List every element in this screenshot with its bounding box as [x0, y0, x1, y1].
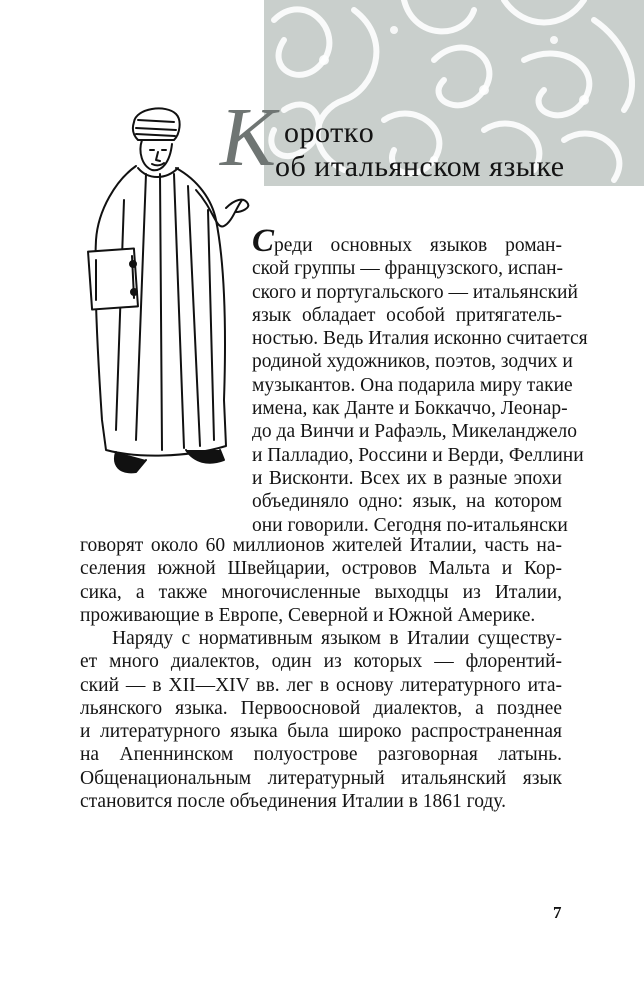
- text-line: говорят около 60 миллионов жителей Италии, часть на-: [80, 535, 562, 556]
- heading-line-1: ороткo: [284, 116, 375, 149]
- text-line: родиной художников, поэтов, зодчих и: [252, 351, 573, 373]
- text-line: объединяло одно: язык, на котором: [252, 491, 562, 513]
- heading-line-2: об итальянском языке: [275, 150, 565, 183]
- text-line: ской группы — французского, испан-: [252, 258, 564, 280]
- heading-drop-cap: К: [220, 91, 276, 184]
- dante-illustration: [76, 100, 252, 492]
- text-line: Общенациональным литературный итальянский язык: [80, 767, 562, 789]
- text-line: до да Винчи и Рафаэль, Микеланджело: [252, 421, 577, 443]
- page-number: 7: [553, 903, 562, 922]
- text-line: имена, как Данте и Боккаччо, Леонар-: [252, 398, 568, 420]
- text-line: ский — в XII—XIV вв. лег в основу литературного ита-: [80, 674, 562, 696]
- paragraph-2: [80, 627, 562, 813]
- text-line: льянского языка. Первоосновой диалектов, а позднее: [80, 697, 562, 719]
- paragraph-1-wrapped: [252, 223, 588, 537]
- chapter-heading: [220, 91, 600, 192]
- text-line: сика, а также многочисленные выходцы из Италии,: [80, 581, 562, 603]
- text-line: ностью. Ведь Италия исконно считается: [252, 328, 588, 350]
- text-line: ет много диалектов, один из которых — флорентий-: [80, 651, 562, 673]
- text-line: музыкантов. Она подарила миру такие: [252, 374, 573, 396]
- text-line: Наряду с нормативным языком в Италии существу-: [112, 628, 562, 649]
- text-line: становится после объединения Италии в 1861 году.: [80, 791, 506, 813]
- text-line: Среди основных языков роман-: [252, 223, 562, 259]
- text-line: и Висконти. Всех их в разные эпохи: [252, 467, 562, 489]
- text-line: на Апеннинском полуострове разговорная латынь.: [80, 744, 562, 766]
- text-line: язык обладает особой притягатель-: [252, 304, 562, 326]
- text-line: проживающие в Европе, Северной и Южной Америке.: [80, 604, 536, 626]
- paragraph-drop-cap: С: [252, 223, 275, 259]
- text-line: и Палладио, Россини и Верди, Феллини: [252, 444, 584, 466]
- text-line: селения южной Швейцарии, островов Мальта и Кор-: [80, 558, 562, 580]
- text-line: и литературного языка была широко распространенная: [80, 721, 562, 743]
- text-line: ского и португальского — итальянский: [252, 281, 578, 303]
- paragraph-1-continued: [80, 534, 562, 627]
- text-line: они говорили. Сегодня по-итальянски: [252, 514, 568, 536]
